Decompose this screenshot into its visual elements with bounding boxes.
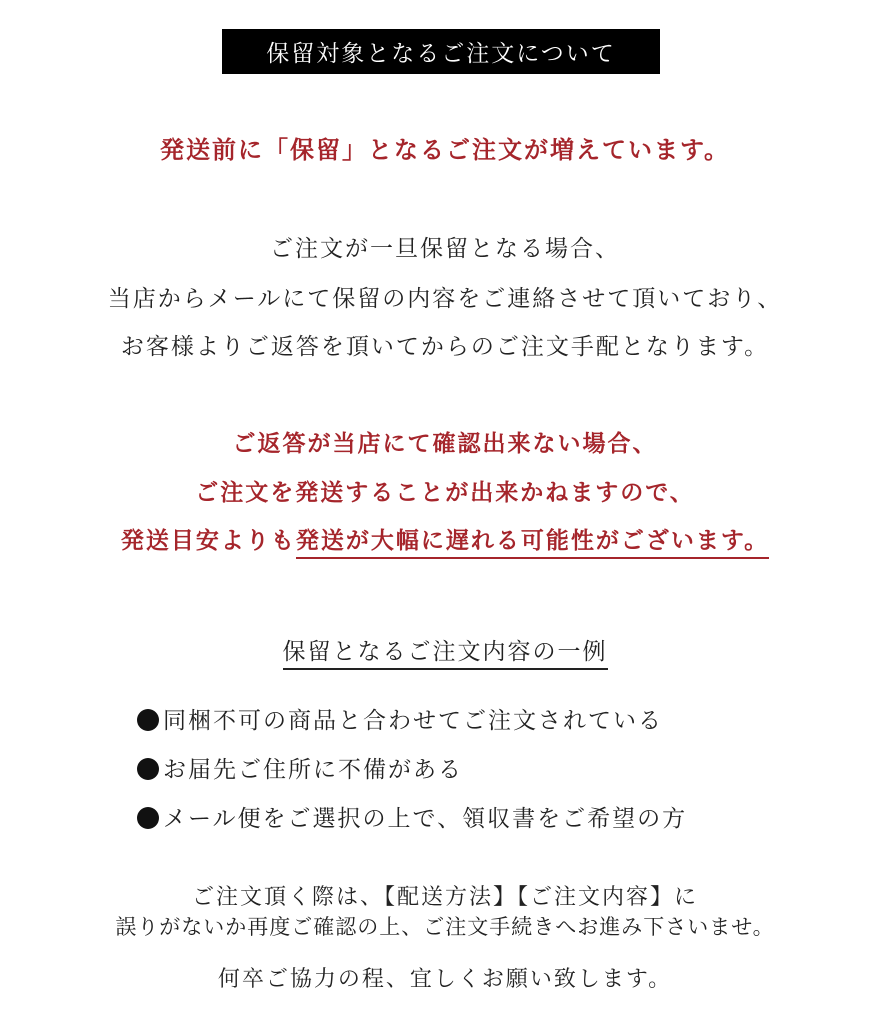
bullet-icon <box>137 758 159 780</box>
warning-line-2: ご注文を発送することが出来かねますので、 <box>195 480 695 506</box>
closing-line-3: 何卒ご協力の程、宜しくお願い致します。 <box>217 967 673 992</box>
warning-line-3-plain: 発送目安よりも <box>120 528 296 554</box>
warning-line-3 <box>0 522 890 555</box>
example-item <box>137 751 463 784</box>
warning-line-1: ご返答が当店にて確認出来ない場合、 <box>232 431 658 457</box>
intro-line-2: 当店からメールにて保留の内容をご連絡させて頂いており、 <box>107 286 783 312</box>
closing-line-1: ご注文頂く際は、【配送方法】【ご注文内容】に <box>191 885 698 910</box>
page-title <box>222 29 660 74</box>
page-title-text: 保留対象となるご注文について <box>266 41 616 67</box>
example-item-text: お届先ご住所に不備がある <box>163 757 463 783</box>
bullet-icon <box>137 709 159 731</box>
example-item <box>137 702 663 735</box>
headline: 発送前に「保留」となるご注文が増えています。 <box>159 136 731 164</box>
example-item-text: 同梱不可の商品と合わせてご注文されている <box>163 708 663 734</box>
examples-heading-text: 保留となるご注文内容の一例 <box>283 639 608 670</box>
example-item-text: メール便をご選択の上で、領収書をご希望の方 <box>163 806 688 832</box>
intro-line-3: お客様よりご返答を頂いてからのご注文手配となります。 <box>120 334 770 360</box>
intro-line-1: ご注文が一旦保留となる場合、 <box>270 236 620 262</box>
warning-line-3-underlined: 発送が大幅に遅れる可能性がございます。 <box>296 528 769 559</box>
examples-heading <box>0 633 890 666</box>
example-item <box>137 800 687 833</box>
bullet-icon <box>137 807 159 829</box>
closing-line-2: 誤りがないか再度ご確認の上、ご注文手続きへお進み下さいませ。 <box>115 915 775 939</box>
